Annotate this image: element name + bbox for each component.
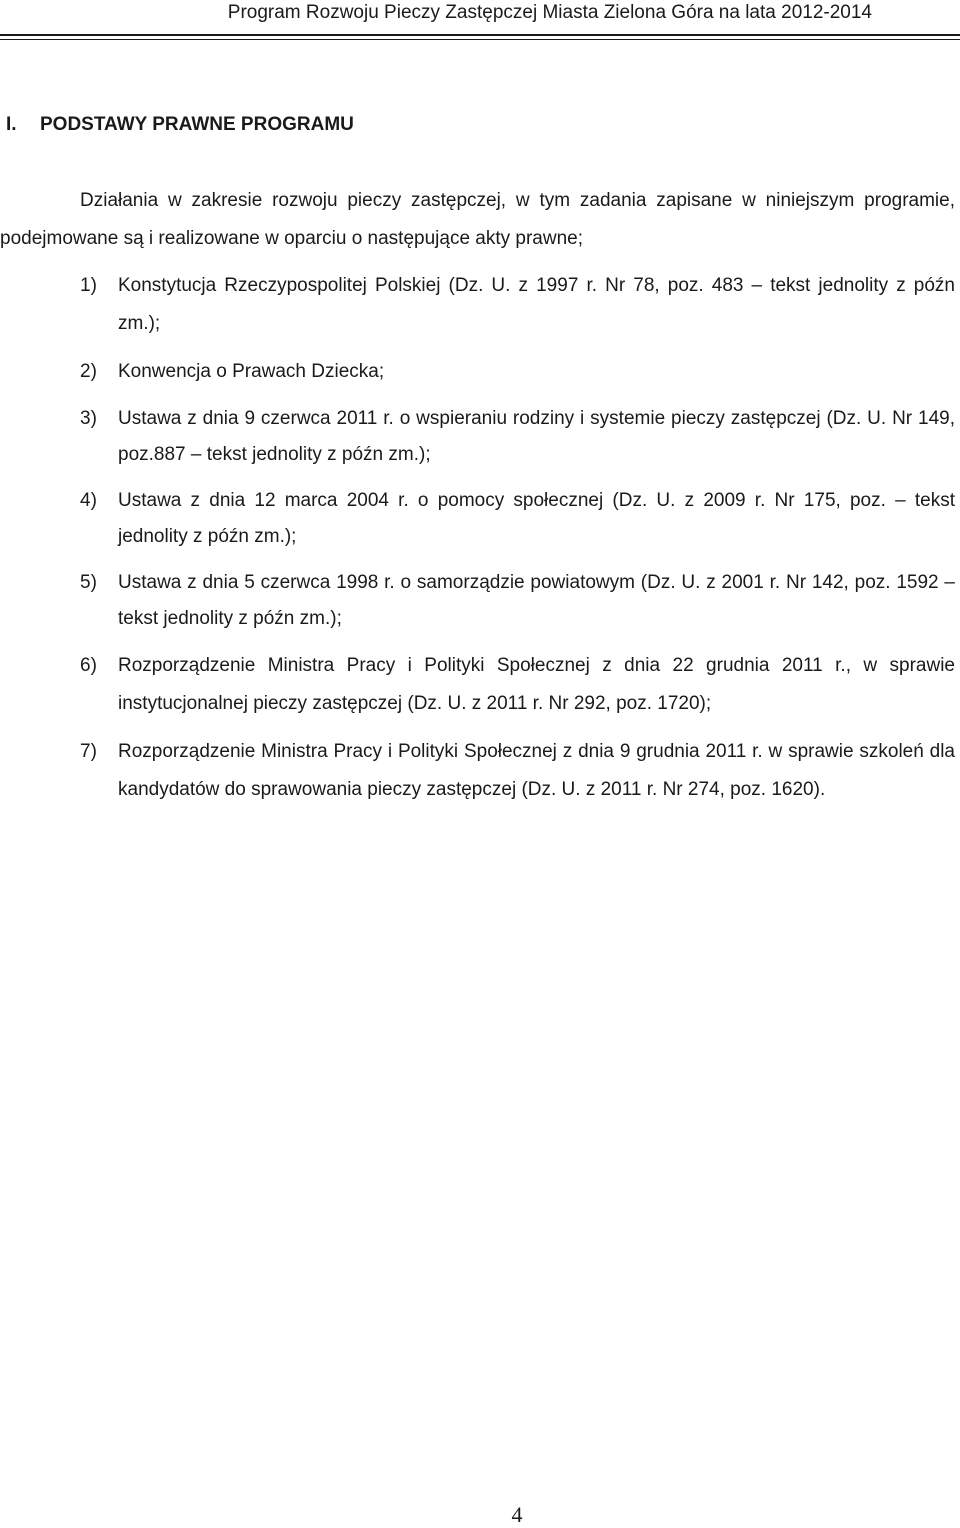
- list-marker: 3): [80, 408, 97, 429]
- page-number: 4: [511, 1502, 523, 1527]
- list-marker: 5): [80, 572, 97, 593]
- list-marker: 4): [80, 490, 97, 511]
- legal-acts-list: [80, 267, 955, 809]
- list-item: [80, 565, 955, 637]
- list-item-text: Rozporządzenie Ministra Pracy i Polityki Społecznej z dnia 9 grudnia 2011 r. w sprawie szkoleń dla kandydatów do sprawowania pieczy zastępczej (Dz. U. z 2011 r. Nr 274, poz. 1620).: [118, 741, 955, 800]
- list-item-text: Konstytucja Rzeczypospolitej Polskiej (Dz. U. z 1997 r. Nr 78, poz. 483 – tekst jednolity z późn zm.);: [118, 275, 955, 334]
- list-item: [80, 647, 955, 723]
- list-marker: 1): [80, 275, 97, 296]
- intro-paragraph: Działania w zakresie rozwoju pieczy zastępczej, w tym zadania zapisane w niniejszym programie, podejmowane są i realizowane w oparciu o następujące akty prawne;: [0, 190, 955, 249]
- header-rule: [0, 34, 960, 36]
- running-header: [0, 0, 960, 26]
- running-title: Program Rozwoju Pieczy Zastępczej Miasta Zielona Góra na lata 2012-2014: [227, 2, 872, 23]
- list-item-text: Ustawa z dnia 12 marca 2004 r. o pomocy społecznej (Dz. U. z 2009 r. Nr 175, poz. – tekst jednolity z późn zm.);: [118, 490, 955, 547]
- section-number: I.: [6, 114, 17, 135]
- list-item: [80, 733, 955, 809]
- list-item-text: Ustawa z dnia 9 czerwca 2011 r. o wspieraniu rodziny i systemie pieczy zastępczej (Dz. U. Nr 149, poz.887 – tekst jednolity z późn zm.);: [118, 408, 955, 465]
- section-heading: [6, 114, 354, 136]
- list-item: [80, 483, 955, 555]
- header-rule-thin: [0, 39, 960, 40]
- list-marker: 6): [80, 655, 97, 676]
- list-item: [80, 267, 955, 343]
- list-item: [80, 401, 955, 473]
- list-marker: 2): [80, 361, 97, 382]
- list-item: [80, 353, 955, 391]
- list-item-text: Ustawa z dnia 5 czerwca 1998 r. o samorządzie powiatowym (Dz. U. z 2001 r. Nr 142, poz. 1592 – tekst jednolity z późn zm.);: [118, 572, 955, 629]
- list-marker: 7): [80, 741, 97, 762]
- list-item-text: Konwencja o Prawach Dziecka;: [118, 361, 385, 382]
- list-item-text: Rozporządzenie Ministra Pracy i Polityki Społecznej z dnia 22 grudnia 2011 r., w sprawie instytucjonalnej pieczy zastępczej (Dz. U. z 2011 r. Nr 292, poz. 1720);: [118, 655, 955, 714]
- section-title: PODSTAWY PRAWNE PROGRAMU: [40, 114, 354, 135]
